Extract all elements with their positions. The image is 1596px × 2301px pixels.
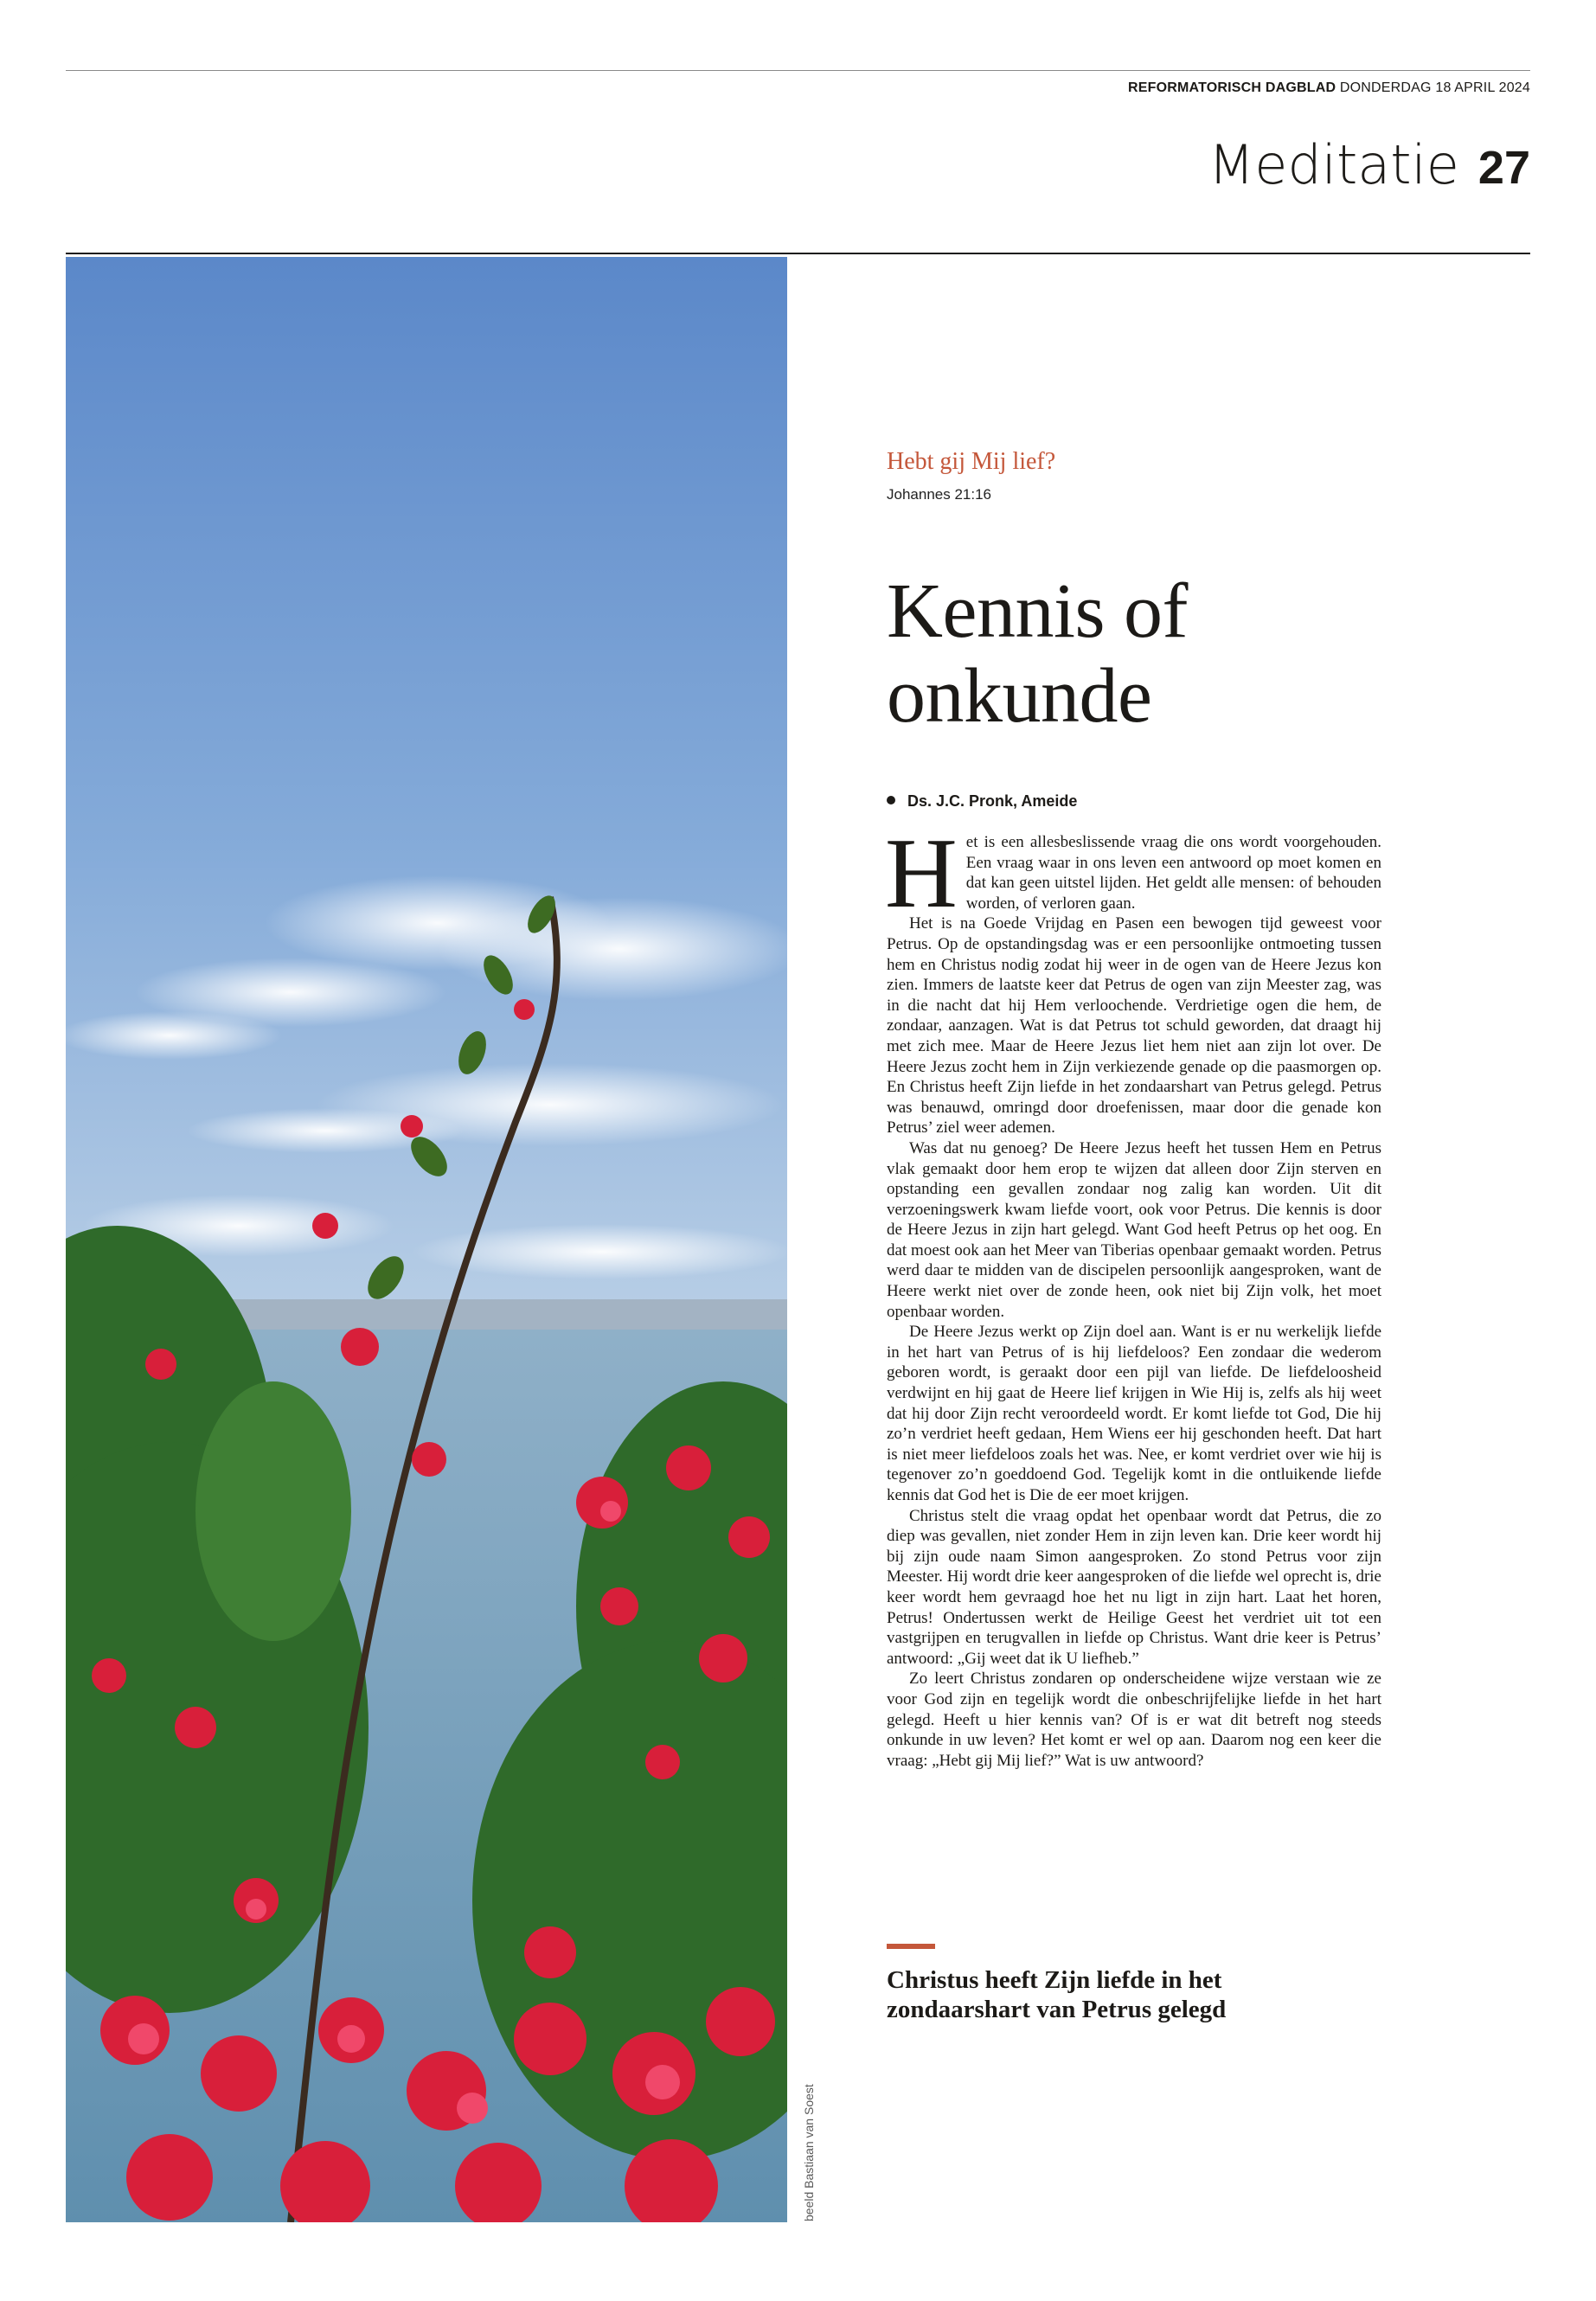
section-name: Meditatie [1208, 133, 1459, 196]
photo-credit: beeld Bastiaan van Soest [802, 2084, 816, 2221]
article-headline [887, 569, 1397, 739]
top-rule [66, 70, 1530, 71]
drop-cap: H [885, 818, 958, 929]
paragraph: Het is na Goede Vrijdag en Pasen een bewogen tijd geweest voor Petrus. Op de opstandingsdag was er een persoonlijke ontmoeting tussen hem en Christus nodig zodat hij weer in de ogen van de Heere Jezus kon zien. Immers de laatste keer dat Petrus de ogen van zijn Meester zag, was in die nacht dat hij Hem verloochende. Verdrietige ogen die hem, de zondaar, aanzagen. Wat is dat Petrus tot schuld geworden, dat draagt hij met zich mee. Maar de Heere Jezus liet hem niet aan zijn lot over. De Heere Jezus zocht hem in Zijn verkiezende genade op die paasmorgen op. En Christus heeft Zijn liefde in het zondaarshart van Petrus gelegd. Petrus was benauwd, omringd door droefenissen, maar door die genade kon Petrus’ ziel weer ademen. [887, 914, 1381, 1138]
paragraph: Christus stelt die vraag opdat het openbaar wordt dat Petrus, die zo diep was gevallen, niet zonder Hem in zijn leven kan. Drie keer wordt hij bij zijn oude naam Simon aangesproken. Zo stond Petrus voor zijn Meester. Hij wordt drie keer aangesproken of die liefde wel oprecht is, drie keer wordt hem gevraagd hoe het nu ligt in zijn hart. Laat het horen, Petrus! Ondertussen werkt de Heilige Geest het verdriet uit tot een vastgrijpen en terugvallen in liefde op Christus. Want drie keer is Petrus’ antwoord: „Gij weet dat ik U liefheb.” [887, 1506, 1381, 1668]
paragraph: Het is een allesbeslissende vraag die ons wordt voorgehouden. Een vraag waar in ons leven een antwoord op moet komen en dat kan geen uitstel lijden. Het geldt alle mensen: of behouden worden, of verloren gaan. [885, 818, 1381, 929]
page-number: 27 [1477, 142, 1530, 194]
masthead [1128, 80, 1530, 96]
article-photo [66, 257, 787, 2222]
paragraph: Was dat nu genoeg? De Heere Jezus heeft het tussen Hem en Petrus vlak gemaakt door hem erop te wijzen dat alleen door Zijn sterven en opstanding een gevallen zondaar nog zalig kan worden. Uit dit verzoeningswerk kwam liefde voort, ook voor Petrus. Die kennis is door de Heere Jezus in zijn hart gelegd. Want God heeft Petrus op het oog. En dat moest ook aan het Meer van Tiberias openbaar gemaakt worden. Petrus werd daar te midden van de discipelen persoonlijk aangesproken, want de Heere werkt niet over de zonde heen, ook niet bij Zijn volk, het moet openbaar worden. [887, 1138, 1381, 1321]
paragraph: Zo leert Christus zondaren op onderscheidene wijze verstaan wie ze voor God zijn en tegelijk wordt die onbeschrijfelijke liefde in het hart gelegd. Heeft u hier kennis van? Of is er wat dit betreft nog steeds onkunde in uw leven? Het komt er wel op aan. Daarom nog een keer die vraag: „Hebt gij Mij lief?” Wat is uw antwoord? [887, 1670, 1381, 1770]
bible-reference: Johannes 21:16 [887, 486, 991, 503]
pullquote-accent-bar [887, 1944, 935, 1949]
headline-line-1: Kennis of [887, 568, 1188, 654]
header-rule [66, 253, 1530, 254]
byline [887, 792, 1397, 811]
newspaper-name: REFORMATORISCH DAGBLAD [1127, 80, 1336, 95]
pullquote: Christus heeft Zijn liefde in het zondaarshart van Petrus gelegd [887, 1966, 1227, 2023]
section-header [1208, 133, 1530, 196]
article-kicker: Hebt gij Mij lief? [887, 448, 1056, 475]
author-name: Ds. J.C. Pronk, Ameide [907, 792, 1078, 810]
article-body [885, 818, 1381, 1771]
publication-date: DONDERDAG 18 APRIL 2024 [1339, 80, 1530, 95]
headline-line-2: onkunde [887, 653, 1152, 739]
paragraph: De Heere Jezus werkt op Zijn doel aan. Want is er nu werkelijk liefde in het hart van Petrus of is hij liefdeloos? Een zondaar die wederom geboren wordt, is geraakt door een pijl van liefde. De liefdeloosheid verdwijnt en hij gaat de Heere lief krijgen in Wie Hij is, zelfs als hij weet dat hij door Zijn recht veroordeeld wordt. Er komt liefde tot God, Die hij zo’n verdriet heeft gedaan, Hem Wiens eer hij geschonden heeft. Dat hart is niet meer liefdeloos zoals het was. Nee, er komt verdriet over wie hij is tegenover zo’n goeddoend God. Tegelijk komt in die ontluikende liefde kennis dat God het is Die de eer moet krijgen. [887, 1323, 1381, 1504]
bullet-icon [887, 796, 895, 804]
